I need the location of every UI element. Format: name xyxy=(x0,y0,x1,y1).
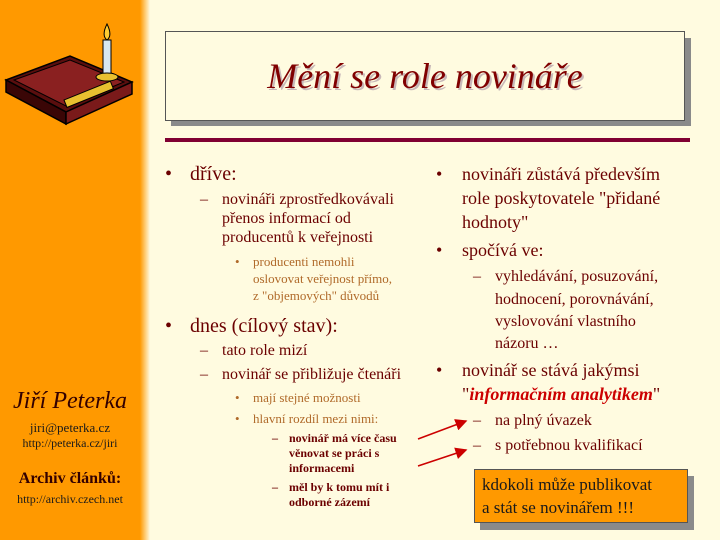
dash-marker: – xyxy=(473,268,481,285)
small-bullet-marker: • xyxy=(235,411,240,426)
note-box xyxy=(474,469,688,523)
bullet-marker: • xyxy=(436,360,443,380)
left-sub-1-line-2: přenos informací od xyxy=(222,210,351,227)
dash-marker: – xyxy=(200,342,208,359)
right-sub-2-line-4: názoru … xyxy=(495,335,559,352)
right-bullet-1-line-2: role poskytovatele "přidané xyxy=(462,188,661,208)
note-line-1: kdokoli může publikovat xyxy=(482,475,652,494)
right-bullet-1-line-1: novináři zůstává především xyxy=(462,164,660,184)
title-divider xyxy=(165,138,690,142)
note-line-2: a stát se novinářem !!! xyxy=(482,498,634,517)
right-sub-2-line-1: vyhledávání, posuzování, xyxy=(495,268,659,285)
dash-marker: – xyxy=(272,480,278,494)
left-bullet-2: dnes (cílový stav): xyxy=(190,315,338,337)
left-sub-1-line-1: novináři zprostředkovávali xyxy=(222,191,394,208)
left-sub-2-line-1: tato role mizí xyxy=(222,342,308,359)
right-sub-3-line-2: s potřebnou kvalifikací xyxy=(495,437,643,454)
bullet-marker: • xyxy=(436,240,443,260)
bullet-marker: • xyxy=(165,163,173,185)
right-bullet-1-line-3: hodnoty" xyxy=(462,212,529,232)
small-bullet-marker: • xyxy=(235,254,240,269)
title-box xyxy=(165,31,685,121)
quote-close: " xyxy=(652,384,661,404)
dash-marker: – xyxy=(473,412,481,429)
left-l4a-line-2: věnovat se práci s xyxy=(289,446,380,460)
archive-title: Archiv článků: xyxy=(18,470,122,487)
left-subsub-1-line-3: z "objemových" důvodů xyxy=(253,288,380,303)
left-l4a-line-3: informacemi xyxy=(289,461,355,475)
author-name: Jiří Peterka xyxy=(13,388,127,414)
bullet-marker: • xyxy=(436,164,443,184)
sidebar-fade xyxy=(140,0,150,540)
informacni-analytik-emphasis: informačním analytikem xyxy=(469,384,653,404)
page-title: Mění se role novináře xyxy=(267,56,583,96)
dash-marker: – xyxy=(272,431,278,445)
author-email[interactable]: jiri@peterka.cz xyxy=(29,420,111,435)
right-bullet-3-line-1: novinář se stává jakýmsi xyxy=(462,360,640,380)
right-bullet-2: spočívá ve: xyxy=(462,240,544,260)
book-with-candle-icon xyxy=(0,20,140,130)
bullet-marker: • xyxy=(165,315,173,337)
left-subsub-1-line-1: producenti nemohli xyxy=(253,254,355,269)
archive-url-link[interactable]: http://archiv.czech.net xyxy=(17,492,123,506)
left-subsub-1-line-2: oslovovat veřejnost přímo, xyxy=(253,271,393,286)
dash-marker: – xyxy=(473,437,481,454)
left-l4a-line-1: novinář má více času xyxy=(289,431,397,445)
right-sub-3-line-1: na plný úvazek xyxy=(495,412,592,429)
right-bullet-3-line-2 xyxy=(462,384,660,405)
dash-marker: – xyxy=(200,191,208,208)
left-sub-2-line-2: novinář se přibližuje čtenáři xyxy=(222,366,402,383)
right-sub-2-line-3: vyslovování vlastního xyxy=(495,313,636,330)
arrow-to-full-time xyxy=(418,421,466,439)
dash-marker: – xyxy=(200,366,208,383)
left-sub-1-line-3: producentů k veřejnosti xyxy=(222,229,374,246)
right-sub-2-line-2: hodnocení, porovnávání, xyxy=(495,291,654,308)
author-web-link[interactable]: http://peterka.cz/jiri xyxy=(22,436,118,450)
small-bullet-marker: • xyxy=(235,390,240,405)
left-l4b-line-1: měl by k tomu mít i xyxy=(289,480,390,494)
quote-open: " xyxy=(462,384,470,404)
left-subsub-2-line-1: mají stejné možnosti xyxy=(253,390,361,405)
arrow-to-qualification xyxy=(418,450,466,466)
left-bullet-1: dříve: xyxy=(190,163,237,185)
left-subsub-2-line-2: hlavní rozdíl mezi nimi: xyxy=(253,411,379,426)
left-l4b-line-2: odborné zázemí xyxy=(289,495,370,509)
